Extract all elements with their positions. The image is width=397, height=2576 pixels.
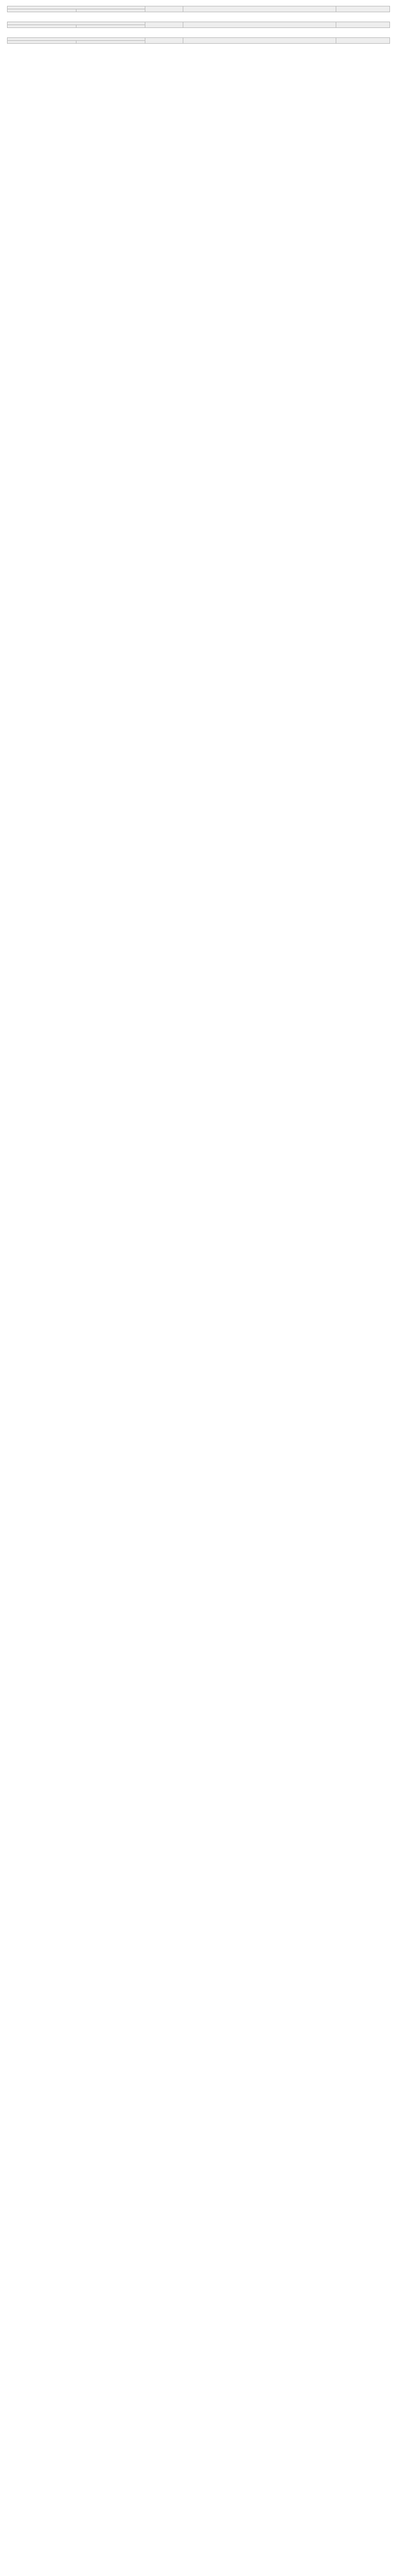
- header-assignment: [183, 22, 336, 28]
- header-name: [145, 6, 183, 12]
- header-name: [145, 38, 183, 44]
- header-position: [76, 25, 145, 28]
- personnel-table-2: [7, 22, 390, 28]
- header-dept: [8, 25, 76, 28]
- table-3-footer: [7, 44, 390, 53]
- table-1-footer: [7, 12, 390, 22]
- personnel-table-1: [7, 6, 390, 12]
- header-assignment: [183, 6, 336, 12]
- header-dept: [8, 41, 76, 44]
- table-2-footer: [7, 28, 390, 37]
- header-remarks: [336, 38, 390, 44]
- header-name: [145, 22, 183, 28]
- header-dept: [8, 9, 76, 12]
- header-remarks: [336, 6, 390, 12]
- header-remarks: [336, 22, 390, 28]
- header-assignment: [183, 38, 336, 44]
- header-position: [76, 41, 145, 44]
- personnel-table-3: [7, 37, 390, 44]
- header-position: [76, 9, 145, 12]
